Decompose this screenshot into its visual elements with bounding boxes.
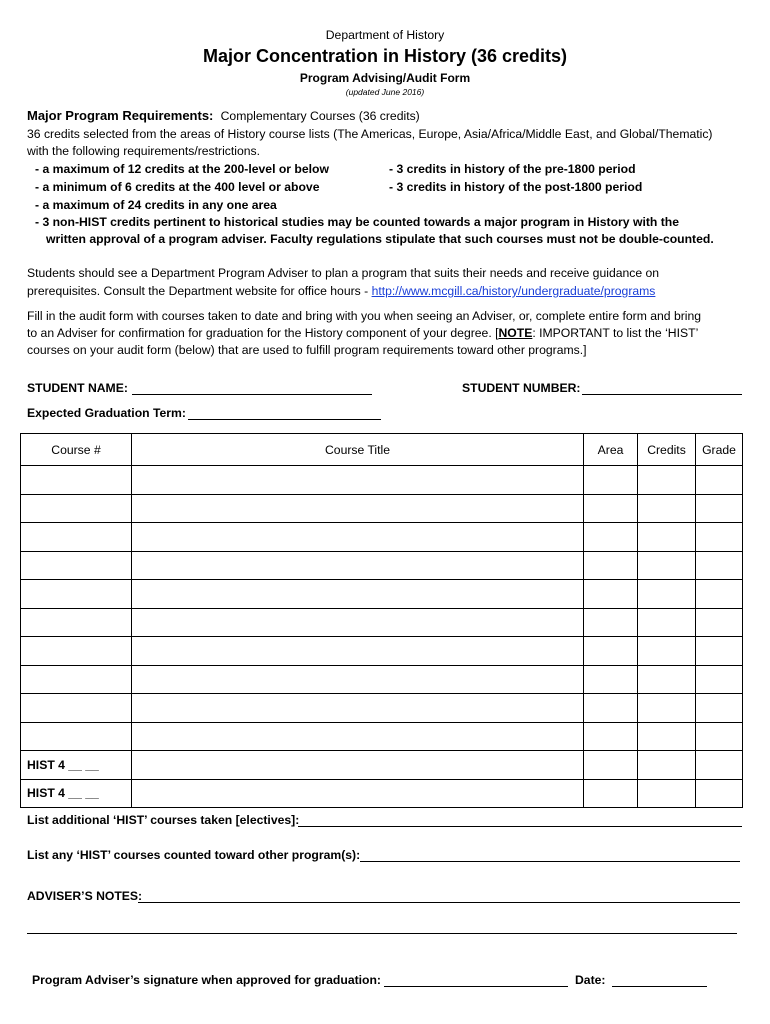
requirement-item: - a maximum of 12 credits at the 200-level or below — [35, 162, 329, 176]
requirement-item-cont: written approval of a program adviser. Faculty regulations stipulate that such courses must not be double-counted. — [46, 232, 714, 246]
col-header-course-number: Course # — [21, 434, 132, 466]
requirement-item: - 3 non-HIST credits pertinent to historical studies may be counted towards a major program in History with the — [35, 215, 680, 229]
requirement-item: - a maximum of 24 credits in any one area — [35, 198, 277, 212]
adviser-signature-field[interactable] — [384, 973, 568, 987]
table-row[interactable] — [21, 637, 743, 666]
table-row[interactable] — [21, 494, 743, 523]
date-field[interactable] — [612, 973, 707, 987]
adviser-notes-field[interactable] — [138, 889, 740, 903]
col-header-course-title: Course Title — [132, 434, 584, 466]
table-row[interactable] — [21, 580, 743, 609]
hist-row[interactable] — [21, 751, 743, 780]
fill-line-2: to an Adviser for confirmation for graduation for the History component of your degree. [NOTE: IMPORTANT to list the ‘HIST’ — [27, 326, 699, 340]
fill-line-1: Fill in the audit form with courses taken to date and bring with you when seeing an Adviser, or, complete entire form and bring — [27, 309, 702, 323]
table-row[interactable] — [21, 722, 743, 751]
graduation-term-field[interactable] — [188, 406, 381, 420]
table-header-row — [21, 434, 743, 466]
requirements-heading: Major Program Requirements: Complementary Courses (36 credits) — [27, 108, 420, 123]
additional-hist-label: List additional ‘HIST’ courses taken [electives]: — [27, 813, 300, 827]
table-row[interactable] — [21, 665, 743, 694]
hist-row[interactable] — [21, 779, 743, 808]
requirement-item: - a minimum of 6 credits at the 400 level or above — [35, 180, 320, 194]
requirements-intro-2: with the following requirements/restrictions. — [27, 144, 261, 158]
table-row[interactable] — [21, 608, 743, 637]
table-row[interactable] — [21, 694, 743, 723]
advice-line-1: Students should see a Department Program Adviser to plan a program that suits their needs and receive guidance on — [27, 266, 660, 280]
note-label: NOTE — [498, 326, 533, 340]
table-row[interactable] — [21, 523, 743, 552]
requirements-intro-1: 36 credits selected from the areas of History course lists (The Americas, Europe, Asia/Africa/Middle East, and Global/Thematic) — [27, 127, 713, 141]
department-name: Department of History — [325, 28, 445, 42]
student-name-field[interactable] — [132, 381, 372, 395]
additional-hist-field[interactable] — [298, 813, 742, 827]
other-programs-label: List any ‘HIST’ courses counted toward other program(s): — [27, 848, 361, 862]
advice-line-2: prerequisites. Consult the Department website for office hours - http://www.mcgill.ca/history/undergraduate/programs — [27, 284, 656, 298]
hist-course-number: HIST 4 __ __ — [21, 751, 132, 780]
student-number-field[interactable] — [582, 381, 742, 395]
table-row[interactable] — [21, 551, 743, 580]
col-header-grade: Grade — [696, 434, 743, 466]
course-audit-table — [20, 433, 743, 808]
form-title: Major Concentration in History (36 credits) — [202, 46, 568, 66]
col-header-credits: Credits — [638, 434, 696, 466]
adviser-signature-label: Program Adviser’s signature when approved for graduation: — [32, 973, 381, 987]
student-name-label: STUDENT NAME: — [27, 381, 128, 395]
updated-date: (updated June 2016) — [345, 87, 425, 97]
other-programs-field[interactable] — [360, 848, 740, 862]
date-label: Date: — [575, 973, 606, 987]
fill-line-3: courses on your audit form (below) that are used to fulfill program requirements toward other programs.] — [27, 343, 587, 357]
col-header-area: Area — [584, 434, 638, 466]
hist-course-number: HIST 4 __ __ — [21, 779, 132, 808]
form-subtitle: Program Advising/Audit Form — [299, 71, 471, 85]
requirement-item: - 3 credits in history of the pre-1800 period — [389, 162, 636, 176]
graduation-term-label: Expected Graduation Term: — [27, 406, 186, 420]
adviser-notes-label: ADVISER’S NOTES: — [27, 889, 143, 903]
program-link[interactable]: http://www.mcgill.ca/history/undergraduate/programs — [371, 284, 656, 298]
table-row[interactable] — [21, 466, 743, 495]
requirement-item: - 3 credits in history of the post-1800 period — [389, 180, 643, 194]
student-number-label: STUDENT NUMBER: — [462, 381, 581, 395]
adviser-notes-field-line-2[interactable] — [27, 920, 737, 934]
